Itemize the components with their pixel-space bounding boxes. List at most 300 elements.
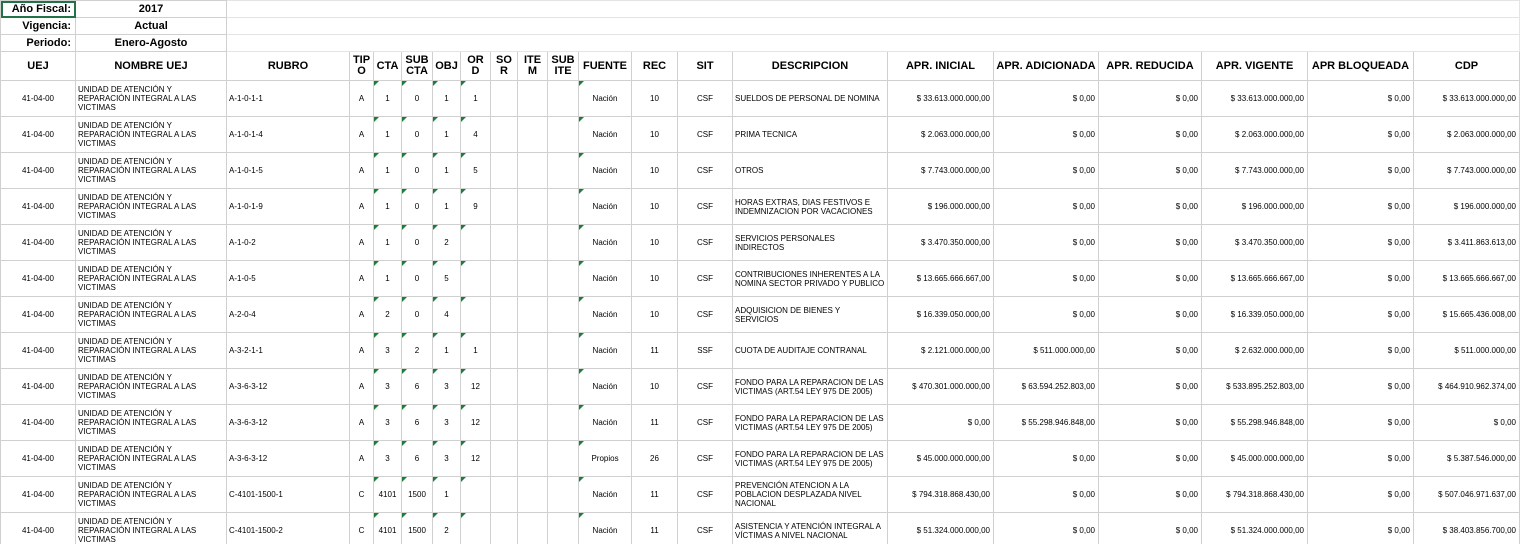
cell-subitem[interactable] (548, 441, 579, 477)
cell-cta[interactable] (374, 513, 402, 544)
cell-apr-reducida[interactable] (1099, 405, 1202, 441)
cell-item[interactable] (518, 261, 548, 297)
header-descripcion[interactable]: DESCRIPCION (733, 52, 888, 81)
cell-cdp[interactable] (1414, 189, 1520, 225)
header-cdp[interactable]: CDP (1414, 52, 1520, 81)
cell-item[interactable] (518, 333, 548, 369)
cell-cta[interactable] (374, 369, 402, 405)
cell-item[interactable] (518, 513, 548, 544)
cell-rubro[interactable] (227, 441, 350, 477)
cell-tipo[interactable] (350, 333, 374, 369)
cell-fuente[interactable] (579, 153, 632, 189)
cell-fuente[interactable] (579, 405, 632, 441)
cell-sit[interactable] (678, 477, 733, 513)
cell-subcta[interactable] (402, 405, 433, 441)
cell-apr-bloqueada[interactable] (1308, 153, 1414, 189)
cell-descripcion[interactable] (733, 117, 888, 153)
cell-obj[interactable] (433, 333, 461, 369)
cell-sor[interactable] (491, 369, 518, 405)
cell-sit[interactable] (678, 513, 733, 544)
cell-apr-bloqueada[interactable] (1308, 261, 1414, 297)
cell-apr-inicial[interactable] (888, 513, 994, 544)
cell-apr-vigente[interactable] (1202, 261, 1308, 297)
cell-obj[interactable] (433, 261, 461, 297)
cell-apr-reducida[interactable] (1099, 333, 1202, 369)
cell-apr-reducida[interactable] (1099, 441, 1202, 477)
cell-item[interactable] (518, 369, 548, 405)
cell-apr-adicionada[interactable] (994, 369, 1099, 405)
header-sit[interactable]: SIT (678, 52, 733, 81)
cell-subitem[interactable] (548, 261, 579, 297)
cell-nombre-uej[interactable] (76, 405, 227, 441)
cell-apr-adicionada[interactable] (994, 405, 1099, 441)
cell-sor[interactable] (491, 117, 518, 153)
cell-apr-vigente[interactable] (1202, 513, 1308, 544)
header-item[interactable]: ITE M (518, 52, 548, 81)
header-apr-reducida[interactable]: APR. REDUCIDA (1099, 52, 1202, 81)
cell-obj[interactable] (433, 441, 461, 477)
cell-rubro[interactable] (227, 117, 350, 153)
cell-sit[interactable] (678, 117, 733, 153)
cell-cdp[interactable] (1414, 513, 1520, 544)
cell-obj[interactable] (433, 81, 461, 117)
cell-apr-bloqueada[interactable] (1308, 405, 1414, 441)
cell-item[interactable] (518, 405, 548, 441)
cell-ord[interactable] (461, 261, 491, 297)
cell-descripcion[interactable] (733, 81, 888, 117)
empty-cell[interactable] (227, 35, 1520, 52)
cell-tipo[interactable] (350, 189, 374, 225)
cell-cta[interactable] (374, 225, 402, 261)
cell-apr-bloqueada[interactable] (1308, 81, 1414, 117)
cell-tipo[interactable] (350, 153, 374, 189)
cell-subitem[interactable] (548, 297, 579, 333)
cell-apr-bloqueada[interactable] (1308, 225, 1414, 261)
cell-subcta[interactable] (402, 81, 433, 117)
cell-apr-adicionada[interactable] (994, 297, 1099, 333)
cell-cta[interactable] (374, 261, 402, 297)
cell-descripcion[interactable] (733, 369, 888, 405)
cell-apr-vigente[interactable] (1202, 153, 1308, 189)
cell-fuente[interactable] (579, 189, 632, 225)
cell-apr-adicionada[interactable] (994, 333, 1099, 369)
cell-rec[interactable] (632, 333, 678, 369)
cell-tipo[interactable] (350, 405, 374, 441)
cell-apr-bloqueada[interactable] (1308, 297, 1414, 333)
cell-fuente[interactable] (579, 513, 632, 544)
cell-subcta[interactable] (402, 261, 433, 297)
cell-rubro[interactable] (227, 153, 350, 189)
cell-sit[interactable] (678, 81, 733, 117)
cell-apr-bloqueada[interactable] (1308, 369, 1414, 405)
cell-apr-inicial[interactable] (888, 333, 994, 369)
cell-ord[interactable] (461, 225, 491, 261)
cell-nombre-uej[interactable] (76, 117, 227, 153)
fiscal-year-value[interactable]: 2017 (76, 1, 227, 18)
cell-uej[interactable] (1, 225, 76, 261)
cell-cta[interactable] (374, 81, 402, 117)
cell-tipo[interactable] (350, 117, 374, 153)
cell-apr-bloqueada[interactable] (1308, 189, 1414, 225)
cell-obj[interactable] (433, 369, 461, 405)
cell-subcta[interactable] (402, 333, 433, 369)
cell-rubro[interactable] (227, 297, 350, 333)
cell-apr-reducida[interactable] (1099, 297, 1202, 333)
cell-subcta[interactable] (402, 117, 433, 153)
cell-rec[interactable] (632, 81, 678, 117)
cell-item[interactable] (518, 441, 548, 477)
cell-rubro[interactable] (227, 189, 350, 225)
cell-sit[interactable] (678, 189, 733, 225)
cell-apr-reducida[interactable] (1099, 81, 1202, 117)
cell-tipo[interactable] (350, 225, 374, 261)
header-sor[interactable]: SO R (491, 52, 518, 81)
cell-apr-reducida[interactable] (1099, 117, 1202, 153)
cell-cta[interactable] (374, 405, 402, 441)
cell-fuente[interactable] (579, 81, 632, 117)
cell-apr-adicionada[interactable] (994, 117, 1099, 153)
cell-uej[interactable] (1, 117, 76, 153)
cell-rubro[interactable] (227, 405, 350, 441)
cell-item[interactable] (518, 225, 548, 261)
cell-apr-inicial[interactable] (888, 477, 994, 513)
cell-fuente[interactable] (579, 333, 632, 369)
cell-apr-adicionada[interactable] (994, 153, 1099, 189)
cell-apr-inicial[interactable] (888, 297, 994, 333)
cell-rubro[interactable] (227, 477, 350, 513)
cell-apr-reducida[interactable] (1099, 513, 1202, 544)
cell-uej[interactable] (1, 153, 76, 189)
cell-sor[interactable] (491, 225, 518, 261)
header-uej[interactable]: UEJ (1, 52, 76, 81)
cell-rec[interactable] (632, 153, 678, 189)
cell-sit[interactable] (678, 153, 733, 189)
cell-cdp[interactable] (1414, 477, 1520, 513)
cell-sor[interactable] (491, 261, 518, 297)
cell-rubro[interactable] (227, 513, 350, 544)
cell-tipo[interactable] (350, 261, 374, 297)
cell-apr-vigente[interactable] (1202, 333, 1308, 369)
cell-cdp[interactable] (1414, 261, 1520, 297)
empty-cell[interactable] (227, 18, 1520, 35)
cell-subitem[interactable] (548, 225, 579, 261)
header-apr-bloqueada[interactable]: APR BLOQUEADA (1308, 52, 1414, 81)
cell-ord[interactable] (461, 117, 491, 153)
header-obj[interactable]: OBJ (433, 52, 461, 81)
cell-apr-vigente[interactable] (1202, 297, 1308, 333)
cell-obj[interactable] (433, 117, 461, 153)
cell-apr-vigente[interactable] (1202, 117, 1308, 153)
cell-subitem[interactable] (548, 189, 579, 225)
cell-ord[interactable] (461, 81, 491, 117)
cell-apr-inicial[interactable] (888, 117, 994, 153)
cell-uej[interactable] (1, 441, 76, 477)
cell-subcta[interactable] (402, 441, 433, 477)
cell-apr-bloqueada[interactable] (1308, 477, 1414, 513)
cell-apr-adicionada[interactable] (994, 189, 1099, 225)
cell-ord[interactable] (461, 513, 491, 544)
cell-tipo[interactable] (350, 81, 374, 117)
cell-ord[interactable] (461, 153, 491, 189)
header-tipo[interactable]: TIP O (350, 52, 374, 81)
header-fuente[interactable]: FUENTE (579, 52, 632, 81)
cell-item[interactable] (518, 81, 548, 117)
cell-cta[interactable] (374, 333, 402, 369)
cell-fuente[interactable] (579, 369, 632, 405)
cell-apr-reducida[interactable] (1099, 477, 1202, 513)
cell-ord[interactable] (461, 441, 491, 477)
cell-obj[interactable] (433, 297, 461, 333)
cell-tipo[interactable] (350, 513, 374, 544)
cell-apr-bloqueada[interactable] (1308, 441, 1414, 477)
cell-cta[interactable] (374, 441, 402, 477)
cell-uej[interactable] (1, 189, 76, 225)
cell-rec[interactable] (632, 297, 678, 333)
cell-apr-vigente[interactable] (1202, 225, 1308, 261)
cell-sor[interactable] (491, 405, 518, 441)
cell-cdp[interactable] (1414, 405, 1520, 441)
cell-sor[interactable] (491, 333, 518, 369)
cell-nombre-uej[interactable] (76, 225, 227, 261)
cell-cta[interactable] (374, 189, 402, 225)
cell-subcta[interactable] (402, 225, 433, 261)
cell-apr-adicionada[interactable] (994, 477, 1099, 513)
header-cta[interactable]: CTA (374, 52, 402, 81)
cell-apr-inicial[interactable] (888, 405, 994, 441)
cell-apr-reducida[interactable] (1099, 225, 1202, 261)
cell-nombre-uej[interactable] (76, 369, 227, 405)
cell-uej[interactable] (1, 369, 76, 405)
cell-fuente[interactable] (579, 261, 632, 297)
cell-cdp[interactable] (1414, 333, 1520, 369)
cell-rubro[interactable] (227, 369, 350, 405)
cell-descripcion[interactable] (733, 441, 888, 477)
cell-obj[interactable] (433, 225, 461, 261)
cell-cdp[interactable] (1414, 441, 1520, 477)
cell-sor[interactable] (491, 189, 518, 225)
cell-apr-adicionada[interactable] (994, 261, 1099, 297)
cell-item[interactable] (518, 297, 548, 333)
header-subitem[interactable]: SUB ITE (548, 52, 579, 81)
cell-sor[interactable] (491, 441, 518, 477)
cell-nombre-uej[interactable] (76, 189, 227, 225)
cell-cta[interactable] (374, 477, 402, 513)
header-rec[interactable]: REC (632, 52, 678, 81)
cell-cdp[interactable] (1414, 225, 1520, 261)
cell-sit[interactable] (678, 261, 733, 297)
cell-obj[interactable] (433, 513, 461, 544)
cell-descripcion[interactable] (733, 297, 888, 333)
periodo-value[interactable]: Enero-Agosto (76, 35, 227, 52)
cell-sit[interactable] (678, 297, 733, 333)
cell-item[interactable] (518, 189, 548, 225)
cell-ord[interactable] (461, 369, 491, 405)
cell-tipo[interactable] (350, 369, 374, 405)
cell-rec[interactable] (632, 369, 678, 405)
cell-nombre-uej[interactable] (76, 513, 227, 544)
cell-apr-adicionada[interactable] (994, 81, 1099, 117)
cell-nombre-uej[interactable] (76, 441, 227, 477)
cell-sor[interactable] (491, 513, 518, 544)
cell-uej[interactable] (1, 333, 76, 369)
cell-cdp[interactable] (1414, 369, 1520, 405)
cell-apr-vigente[interactable] (1202, 405, 1308, 441)
cell-ord[interactable] (461, 477, 491, 513)
cell-item[interactable] (518, 477, 548, 513)
cell-subcta[interactable] (402, 477, 433, 513)
header-rubro[interactable]: RUBRO (227, 52, 350, 81)
cell-nombre-uej[interactable] (76, 297, 227, 333)
cell-nombre-uej[interactable] (76, 477, 227, 513)
cell-rec[interactable] (632, 477, 678, 513)
cell-apr-vigente[interactable] (1202, 441, 1308, 477)
cell-rec[interactable] (632, 117, 678, 153)
cell-tipo[interactable] (350, 297, 374, 333)
vigencia-label[interactable]: Vigencia: (1, 18, 76, 35)
cell-nombre-uej[interactable] (76, 333, 227, 369)
cell-uej[interactable] (1, 81, 76, 117)
cell-nombre-uej[interactable] (76, 81, 227, 117)
cell-subitem[interactable] (548, 333, 579, 369)
cell-apr-vigente[interactable] (1202, 81, 1308, 117)
cell-rec[interactable] (632, 513, 678, 544)
header-ord[interactable]: OR D (461, 52, 491, 81)
cell-sor[interactable] (491, 297, 518, 333)
cell-obj[interactable] (433, 153, 461, 189)
cell-sit[interactable] (678, 225, 733, 261)
cell-rubro[interactable] (227, 261, 350, 297)
cell-subitem[interactable] (548, 513, 579, 544)
cell-nombre-uej[interactable] (76, 261, 227, 297)
cell-fuente[interactable] (579, 225, 632, 261)
cell-apr-bloqueada[interactable] (1308, 333, 1414, 369)
cell-apr-bloqueada[interactable] (1308, 117, 1414, 153)
cell-descripcion[interactable] (733, 153, 888, 189)
cell-subcta[interactable] (402, 297, 433, 333)
cell-rec[interactable] (632, 225, 678, 261)
cell-obj[interactable] (433, 189, 461, 225)
cell-fuente[interactable] (579, 297, 632, 333)
cell-subitem[interactable] (548, 369, 579, 405)
cell-apr-inicial[interactable] (888, 81, 994, 117)
cell-uej[interactable] (1, 261, 76, 297)
cell-rubro[interactable] (227, 81, 350, 117)
vigencia-value[interactable]: Actual (76, 18, 227, 35)
cell-uej[interactable] (1, 513, 76, 544)
cell-apr-reducida[interactable] (1099, 369, 1202, 405)
cell-apr-reducida[interactable] (1099, 261, 1202, 297)
cell-uej[interactable] (1, 297, 76, 333)
cell-item[interactable] (518, 117, 548, 153)
cell-sit[interactable] (678, 405, 733, 441)
cell-descripcion[interactable] (733, 477, 888, 513)
cell-apr-inicial[interactable] (888, 441, 994, 477)
cell-sit[interactable] (678, 369, 733, 405)
cell-apr-reducida[interactable] (1099, 153, 1202, 189)
empty-cell[interactable] (227, 1, 1520, 18)
periodo-label[interactable]: Periodo: (1, 35, 76, 52)
header-subcta[interactable]: SUB CTA (402, 52, 433, 81)
cell-subitem[interactable] (548, 405, 579, 441)
header-apr-vigente[interactable]: APR. VIGENTE (1202, 52, 1308, 81)
cell-rubro[interactable] (227, 333, 350, 369)
cell-apr-inicial[interactable] (888, 189, 994, 225)
cell-uej[interactable] (1, 477, 76, 513)
cell-subcta[interactable] (402, 189, 433, 225)
cell-apr-bloqueada[interactable] (1308, 513, 1414, 544)
cell-fuente[interactable] (579, 441, 632, 477)
cell-apr-reducida[interactable] (1099, 189, 1202, 225)
cell-descripcion[interactable] (733, 513, 888, 544)
cell-obj[interactable] (433, 477, 461, 513)
cell-cta[interactable] (374, 297, 402, 333)
cell-subitem[interactable] (548, 117, 579, 153)
cell-apr-vigente[interactable] (1202, 369, 1308, 405)
cell-sor[interactable] (491, 477, 518, 513)
cell-apr-adicionada[interactable] (994, 441, 1099, 477)
cell-tipo[interactable] (350, 477, 374, 513)
cell-cdp[interactable] (1414, 81, 1520, 117)
cell-ord[interactable] (461, 333, 491, 369)
cell-apr-adicionada[interactable] (994, 225, 1099, 261)
cell-apr-inicial[interactable] (888, 225, 994, 261)
cell-subcta[interactable] (402, 153, 433, 189)
cell-rubro[interactable] (227, 225, 350, 261)
header-apr-inicial[interactable]: APR. INICIAL (888, 52, 994, 81)
cell-descripcion[interactable] (733, 189, 888, 225)
cell-apr-inicial[interactable] (888, 261, 994, 297)
cell-subitem[interactable] (548, 153, 579, 189)
cell-rec[interactable] (632, 261, 678, 297)
cell-tipo[interactable] (350, 441, 374, 477)
cell-fuente[interactable] (579, 477, 632, 513)
cell-ord[interactable] (461, 189, 491, 225)
cell-rec[interactable] (632, 441, 678, 477)
fiscal-year-label[interactable]: Año Fiscal: (1, 1, 76, 18)
cell-apr-vigente[interactable] (1202, 189, 1308, 225)
cell-descripcion[interactable] (733, 261, 888, 297)
cell-cdp[interactable] (1414, 153, 1520, 189)
cell-cta[interactable] (374, 117, 402, 153)
cell-descripcion[interactable] (733, 333, 888, 369)
cell-sit[interactable] (678, 441, 733, 477)
header-nombre-uej[interactable]: NOMBRE UEJ (76, 52, 227, 81)
header-apr-adicionada[interactable]: APR. ADICIONADA (994, 52, 1099, 81)
cell-subitem[interactable] (548, 477, 579, 513)
cell-descripcion[interactable] (733, 405, 888, 441)
cell-sor[interactable] (491, 81, 518, 117)
cell-subcta[interactable] (402, 513, 433, 544)
cell-nombre-uej[interactable] (76, 153, 227, 189)
cell-cdp[interactable] (1414, 297, 1520, 333)
cell-apr-inicial[interactable] (888, 369, 994, 405)
cell-subitem[interactable] (548, 81, 579, 117)
cell-rec[interactable] (632, 189, 678, 225)
cell-uej[interactable] (1, 405, 76, 441)
cell-apr-vigente[interactable] (1202, 477, 1308, 513)
cell-item[interactable] (518, 153, 548, 189)
cell-cta[interactable] (374, 153, 402, 189)
cell-subcta[interactable] (402, 369, 433, 405)
cell-sit[interactable] (678, 333, 733, 369)
cell-ord[interactable] (461, 405, 491, 441)
cell-rec[interactable] (632, 405, 678, 441)
cell-obj[interactable] (433, 405, 461, 441)
cell-apr-inicial[interactable] (888, 153, 994, 189)
cell-fuente[interactable] (579, 117, 632, 153)
cell-descripcion[interactable] (733, 225, 888, 261)
cell-apr-adicionada[interactable] (994, 513, 1099, 544)
